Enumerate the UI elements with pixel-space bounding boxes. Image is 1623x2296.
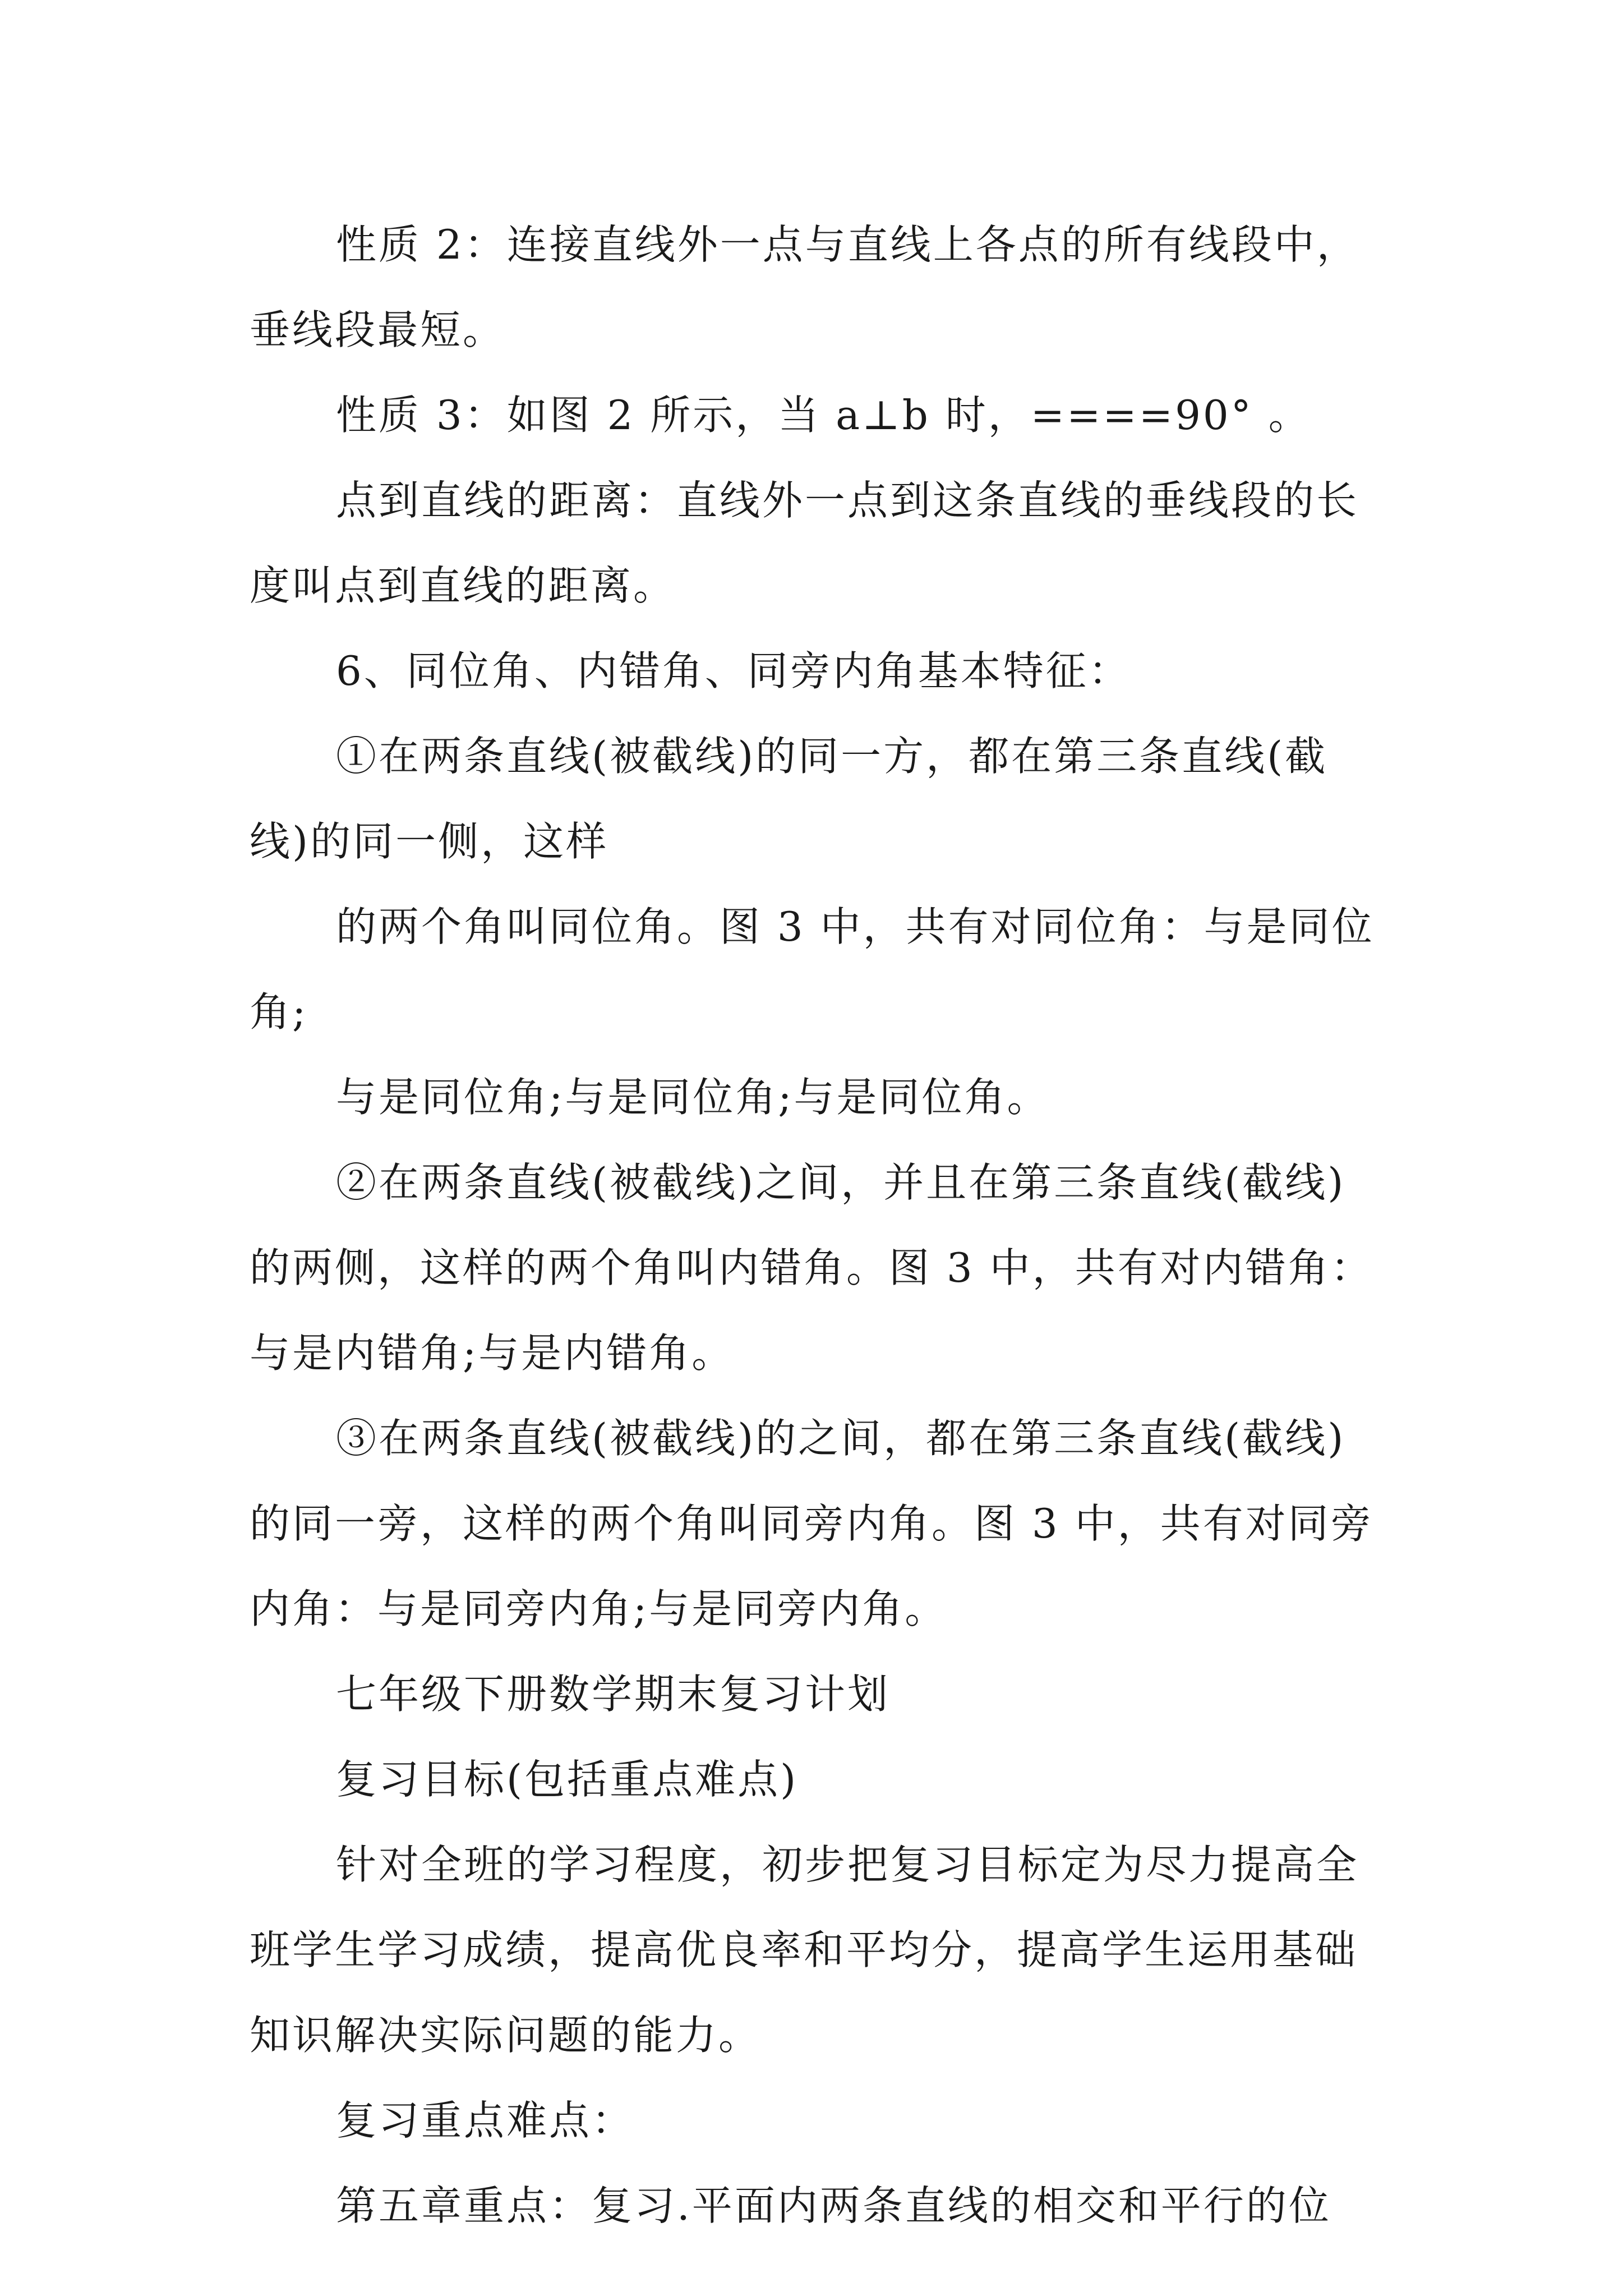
text-line: 垂线段最短。 (250, 306, 506, 353)
text-line: ②在两条直线(被截线)之间，并且在第三条直线(截线) (336, 1159, 1346, 1206)
text-line: 6、同位角、内错角、同旁内角基本特征： (336, 647, 1131, 694)
text-line: 与是内错角;与是内错角。 (250, 1329, 735, 1377)
section-subheading: 复习重点难点： (336, 2097, 635, 2144)
text-line: 线)的同一侧，这样 (250, 818, 609, 865)
text-line: ③在两条直线(被截线)的之间，都在第三条直线(截线) (336, 1415, 1346, 1462)
text-line: 性质 2：连接直线外一点与直线上各点的所有线段中， (336, 221, 1359, 268)
text-line: 第五章重点：复习.平面内两条直线的相交和平行的位 (336, 2182, 1331, 2229)
text-line: 与是同位角;与是同位角;与是同位角。 (336, 1074, 1050, 1121)
text-line: 的两个角叫同位角。图 3 中，共有对同位角：与是同位 (336, 903, 1375, 950)
text-line: ①在两条直线(被截线)的同一方，都在第三条直线(截 (336, 733, 1328, 780)
text-line: 点到直线的距离：直线外一点到这条直线的垂线段的长 (336, 477, 1359, 524)
text-line: 性质 3：如图 2 所示，当 a⊥b 时，====90° 。 (336, 392, 1311, 439)
text-line: 知识解决实际问题的能力。 (250, 2012, 762, 2059)
document-body (250, 202, 1399, 2248)
text-line: 内角：与是同旁内角;与是同旁内角。 (250, 1585, 948, 1632)
text-line: 班学生学习成绩，提高优良率和平均分，提高学生运用基础 (250, 1926, 1358, 1973)
text-line: 的同一旁，这样的两个角叫同旁内角。图 3 中，共有对同旁 (250, 1500, 1373, 1547)
text-line: 针对全班的学习程度，初步把复习目标定为尽力提高全 (336, 1841, 1359, 1888)
section-heading: 七年级下册数学期末复习计划 (336, 1671, 891, 1718)
text-line: 角; (250, 988, 308, 1036)
text-line: 的两侧，这样的两个角叫内错角。图 3 中，共有对内错角： (250, 1244, 1373, 1291)
section-subheading: 复习目标(包括重点难点) (336, 1756, 799, 1803)
text-line: 度叫点到直线的距离。 (250, 562, 676, 609)
